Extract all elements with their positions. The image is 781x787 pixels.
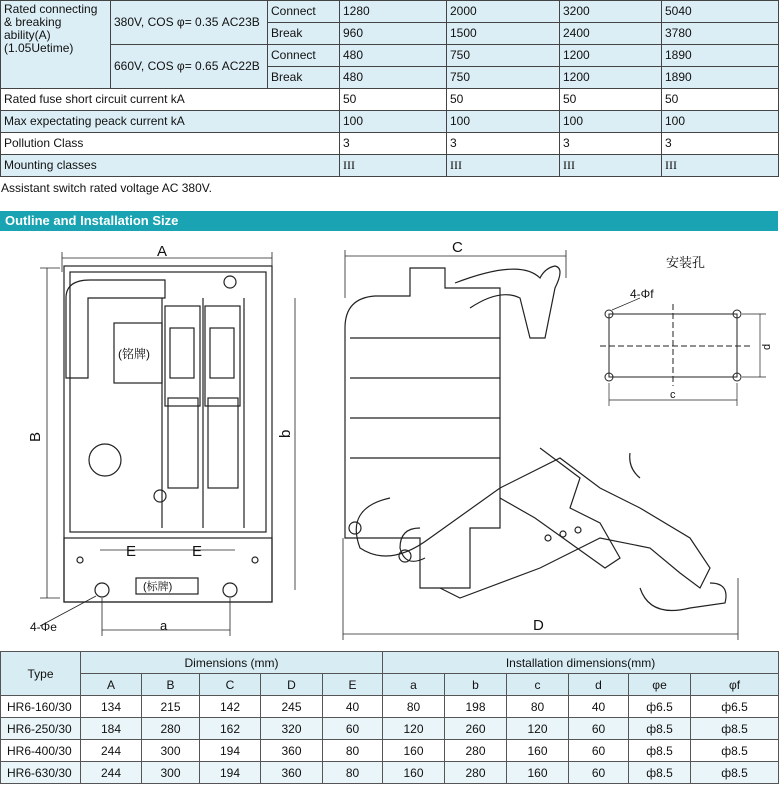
cell: 360 [261,740,323,762]
label-mount: 安装孔 [666,255,706,270]
side-view [343,250,738,640]
section-header [0,211,778,231]
column-header: b [445,674,507,696]
sub-label: Break [268,67,340,89]
spec-row [1,133,779,155]
cell: 480 [340,45,447,67]
cell: 480 [340,67,447,89]
cell: 1890 [662,45,779,67]
cell: ф8.5 [629,762,691,784]
installation-header: Installation dimensions(mm) [383,652,779,674]
table-row [1,740,779,762]
cell: 160 [507,740,569,762]
label-nameplate: (铭牌) [118,347,150,361]
condition-380: 380V, COS φ= 0.35 AC23B [111,1,268,45]
sub-label: Break [268,23,340,45]
cell: 100 [340,111,447,133]
note-text: Assistant switch rated voltage AC 380V. [1,181,213,195]
row-label: Rated fuse short circuit current kA [1,89,340,111]
cell: 162 [200,718,261,740]
type-cell: HR6-400/30 [1,740,81,762]
cell: III [447,155,560,177]
column-header: C [200,674,261,696]
front-view [40,252,295,636]
cell: III [560,155,662,177]
cell: 160 [383,762,445,784]
cell: 3 [340,133,447,155]
row-label: Mounting classes [1,155,340,177]
cell: 280 [445,762,507,784]
cell: 100 [662,111,779,133]
cell: 120 [507,718,569,740]
mounting-holes [600,298,766,406]
cell: 50 [662,89,779,111]
column-header: d [569,674,629,696]
header-row [1,652,779,674]
label-C: C [452,239,463,256]
label-a: a [160,618,168,633]
cell: 184 [81,718,142,740]
cell: 50 [560,89,662,111]
column-header: D [261,674,323,696]
cell: III [340,155,447,177]
column-header: A [81,674,142,696]
cell: 60 [569,740,629,762]
cell: 1890 [662,67,779,89]
cell: 160 [383,740,445,762]
cell: 244 [81,762,142,784]
cell: 198 [445,696,507,718]
cell: 3 [662,133,779,155]
sub-label: Connect [268,1,340,23]
front-labels [27,243,294,634]
cell: 80 [507,696,569,718]
cell: 260 [445,718,507,740]
cell: 280 [142,718,200,740]
cell: 3200 [560,1,662,23]
cell: 300 [142,740,200,762]
cell: 1200 [560,45,662,67]
cell: 3 [447,133,560,155]
label-A: A [157,243,168,260]
cell: 1200 [560,67,662,89]
label-plate: (标牌) [143,581,173,593]
side-labels [452,239,544,634]
type-cell: HR6-160/30 [1,696,81,718]
dimensions-header: Dimensions (mm) [81,652,383,674]
cell: 120 [383,718,445,740]
sub-label: Connect [268,45,340,67]
dimensions-table [0,651,779,784]
spec-table [0,0,779,177]
cell: 80 [323,740,383,762]
cell: 1280 [340,1,447,23]
cell: 80 [323,762,383,784]
cell: 300 [142,762,200,784]
cell: 960 [340,23,447,45]
column-header: E [323,674,383,696]
label-4phie: 4-Φe [30,620,57,634]
cell: 134 [81,696,142,718]
column-header: φf [691,674,779,696]
cell: ф8.5 [629,740,691,762]
label-B: B [27,431,44,442]
cell: 142 [200,696,261,718]
cell: ф8.5 [691,762,779,784]
cell: 100 [560,111,662,133]
column-header-row [1,674,779,696]
cell: 245 [261,696,323,718]
label-D: D [533,617,544,634]
cell: 3780 [662,23,779,45]
column-header: a [383,674,445,696]
spec-row [1,155,779,177]
cell: 5040 [662,1,779,23]
cell: 215 [142,696,200,718]
section-title: Outline and Installation Size [5,213,179,228]
type-cell: HR6-630/30 [1,762,81,784]
row-label: Pollution Class [1,133,340,155]
cell: 244 [81,740,142,762]
cell: 360 [261,762,323,784]
cell: 2400 [560,23,662,45]
cell: 750 [447,67,560,89]
spec-row [1,45,779,67]
cell: 60 [569,762,629,784]
cell: 320 [261,718,323,740]
cell: 40 [323,696,383,718]
cell: ф8.5 [691,718,779,740]
group-label: Rated connecting & breaking ability(A) (1.05Uetime) [1,1,111,89]
column-header: B [142,674,200,696]
cell: 60 [569,718,629,740]
type-header: Type [1,652,81,696]
outline-drawing [0,238,781,646]
table-row [1,718,779,740]
label-d: d [761,343,773,350]
cell: 3 [560,133,662,155]
cell: ф8.5 [629,718,691,740]
cell: 80 [383,696,445,718]
cell: 100 [447,111,560,133]
table-row [1,762,779,784]
cell: 194 [200,762,261,784]
label-E-left: E [126,543,137,560]
cell: 60 [323,718,383,740]
cell: 1500 [447,23,560,45]
spec-row [1,89,779,111]
cell: ф8.5 [691,740,779,762]
cell: 2000 [447,1,560,23]
label-b: b [277,429,294,438]
table-row [1,696,779,718]
label-4phif: 4-Φf [630,287,654,301]
cell: ф6.5 [691,696,779,718]
column-header: c [507,674,569,696]
label-E-right: E [192,543,203,560]
cell: 280 [445,740,507,762]
cell: 160 [507,762,569,784]
mounting-labels [630,255,773,401]
cell: ф6.5 [629,696,691,718]
row-label: Max expectating peack current kA [1,111,340,133]
cell: III [662,155,779,177]
label-c: c [670,389,676,401]
condition-660: 660V, COS φ= 0.65 AC22B [111,45,268,89]
spec-row [1,1,779,23]
column-header: φe [629,674,691,696]
cell: 50 [340,89,447,111]
cell: 40 [569,696,629,718]
type-cell: HR6-250/30 [1,718,81,740]
cell: 50 [447,89,560,111]
cell: 750 [447,45,560,67]
spec-row [1,111,779,133]
cell: 194 [200,740,261,762]
